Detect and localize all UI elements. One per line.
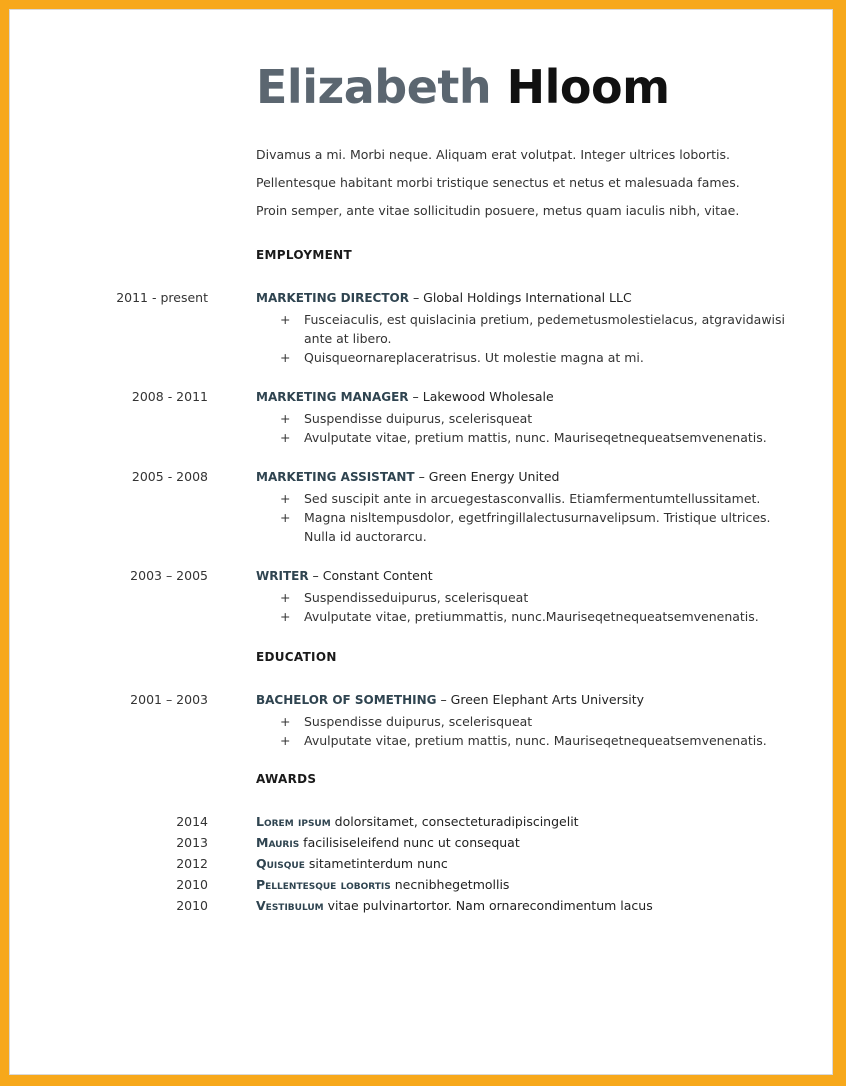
entry-org: – Global Holdings International LLC — [408, 290, 632, 305]
bullet-item — [256, 409, 796, 428]
entry-org: – Green Elephant Arts University — [436, 692, 645, 707]
section-heading-employment: EMPLOYMENT — [256, 248, 352, 262]
bullet-text: Avulputate vitae, pretiummattis, nunc.Mauriseqetnequeatsemvenenatis. — [304, 609, 759, 624]
award-year: 2014 — [176, 814, 208, 829]
entry-org: – Lakewood Wholesale — [408, 389, 554, 404]
entry-org: – Green Energy United — [414, 469, 560, 484]
plus-icon: + — [280, 312, 291, 327]
entry-title: BACHELOR OF SOMETHING — [256, 693, 437, 707]
bullet-item — [256, 428, 796, 447]
plus-icon: + — [280, 590, 291, 605]
last-name: Hloom — [506, 60, 670, 114]
bullet-item — [256, 731, 796, 750]
bullet-text: Suspendisse duipurus, scelerisqueat — [304, 714, 533, 729]
plus-icon: + — [280, 714, 291, 729]
bullet-text: Avulputate vitae, pretium mattis, nunc. Mauriseqetnequeatsemvenenatis. — [304, 733, 767, 748]
intro-summary — [256, 141, 816, 225]
entry-bullets — [256, 712, 796, 750]
plus-icon: + — [280, 733, 291, 748]
entry-date: 2008 - 2011 — [131, 389, 208, 404]
entry-heading — [256, 290, 632, 305]
entry-bullets — [256, 588, 796, 626]
bullet-item — [256, 508, 796, 546]
bullet-item — [256, 348, 796, 367]
plus-icon: + — [280, 411, 291, 426]
award-title: Pellentesque lobortis — [256, 877, 391, 892]
award-text — [256, 835, 520, 850]
plus-icon: + — [280, 510, 291, 525]
entry-date: 2003 – 2005 — [130, 568, 208, 583]
bullet-item — [256, 310, 796, 348]
bullet-text: Sed suscipit ante in arcuegestasconvallis. Etiamfermentumtellussitamet. — [304, 491, 761, 506]
intro-line: Pellentesque habitant morbi tristique senectus et netus et malesuada fames. — [256, 175, 740, 190]
award-year: 2013 — [176, 835, 208, 850]
award-title: Lorem ipsum — [256, 814, 331, 829]
bullet-item — [256, 607, 796, 626]
award-text — [256, 877, 509, 892]
award-title: Quisque — [256, 856, 305, 871]
bullet-text: Avulputate vitae, pretium mattis, nunc. Mauriseqetnequeatsemvenenatis. — [304, 430, 767, 445]
entry-heading — [256, 469, 559, 484]
bullet-text: Quisqueornareplaceratrisus. Ut molestie magna at mi. — [304, 350, 644, 365]
resume-page — [9, 9, 833, 1075]
award-text — [256, 814, 579, 829]
bullet-item — [256, 712, 796, 731]
plus-icon: + — [280, 430, 291, 445]
entry-title: MARKETING DIRECTOR — [256, 291, 409, 305]
award-text — [256, 856, 448, 871]
award-year: 2010 — [176, 898, 208, 913]
award-description: dolorsitamet, consecteturadipiscingelit — [330, 814, 579, 829]
bullet-text: Fusceiaculis, est quislacinia pretium, pedemetusmolestielacus, atgravidawisi ante at libero. — [304, 312, 786, 346]
section-heading-awards: AWARDS — [256, 772, 317, 786]
entry-date: 2011 - present — [116, 290, 208, 305]
entry-title: WRITER — [256, 569, 309, 583]
bullet-item — [256, 489, 796, 508]
entry-bullets — [256, 310, 796, 367]
plus-icon: + — [280, 350, 291, 365]
section-heading-education: EDUCATION — [256, 650, 337, 664]
entry-org: – Constant Content — [308, 568, 433, 583]
award-text — [256, 898, 653, 913]
bullet-text: Suspendisse duipurus, scelerisqueat — [304, 411, 533, 426]
award-description: sitametinterdum nunc — [304, 856, 448, 871]
entry-heading — [256, 389, 554, 404]
entry-bullets — [256, 489, 796, 546]
bullet-item — [256, 588, 796, 607]
bullet-text: Magna nisltempusdolor, egetfringillalectusurnavelipsum. Tristique ultrices. Nulla id auctorarcu. — [304, 510, 771, 544]
entry-title: MARKETING MANAGER — [256, 390, 409, 404]
entry-title: MARKETING ASSISTANT — [256, 470, 415, 484]
award-year: 2012 — [176, 856, 208, 871]
plus-icon: + — [280, 491, 291, 506]
entry-date: 2005 - 2008 — [131, 469, 208, 484]
award-title: Vestibulum — [256, 898, 324, 913]
entry-bullets — [256, 409, 796, 447]
entry-heading — [256, 568, 433, 583]
award-description: facilisiseleifend nunc ut consequat — [299, 835, 520, 850]
award-year: 2010 — [176, 877, 208, 892]
intro-line: Proin semper, ante vitae sollicitudin posuere, metus quam iaculis nibh, vitae. — [256, 203, 740, 218]
resume-name — [256, 60, 670, 114]
plus-icon: + — [280, 609, 291, 624]
award-description: necnibhegetmollis — [390, 877, 510, 892]
entry-date: 2001 – 2003 — [130, 692, 208, 707]
award-description: vitae pulvinartortor. Nam ornarecondimentum lacus — [323, 898, 653, 913]
award-title: Mauris — [256, 835, 300, 850]
bullet-text: Suspendisseduipurus, scelerisqueat — [304, 590, 529, 605]
intro-line: Divamus a mi. Morbi neque. Aliquam erat volutpat. Integer ultrices lobortis. — [256, 147, 730, 162]
entry-heading — [256, 692, 644, 707]
first-name: Elizabeth — [256, 60, 492, 114]
